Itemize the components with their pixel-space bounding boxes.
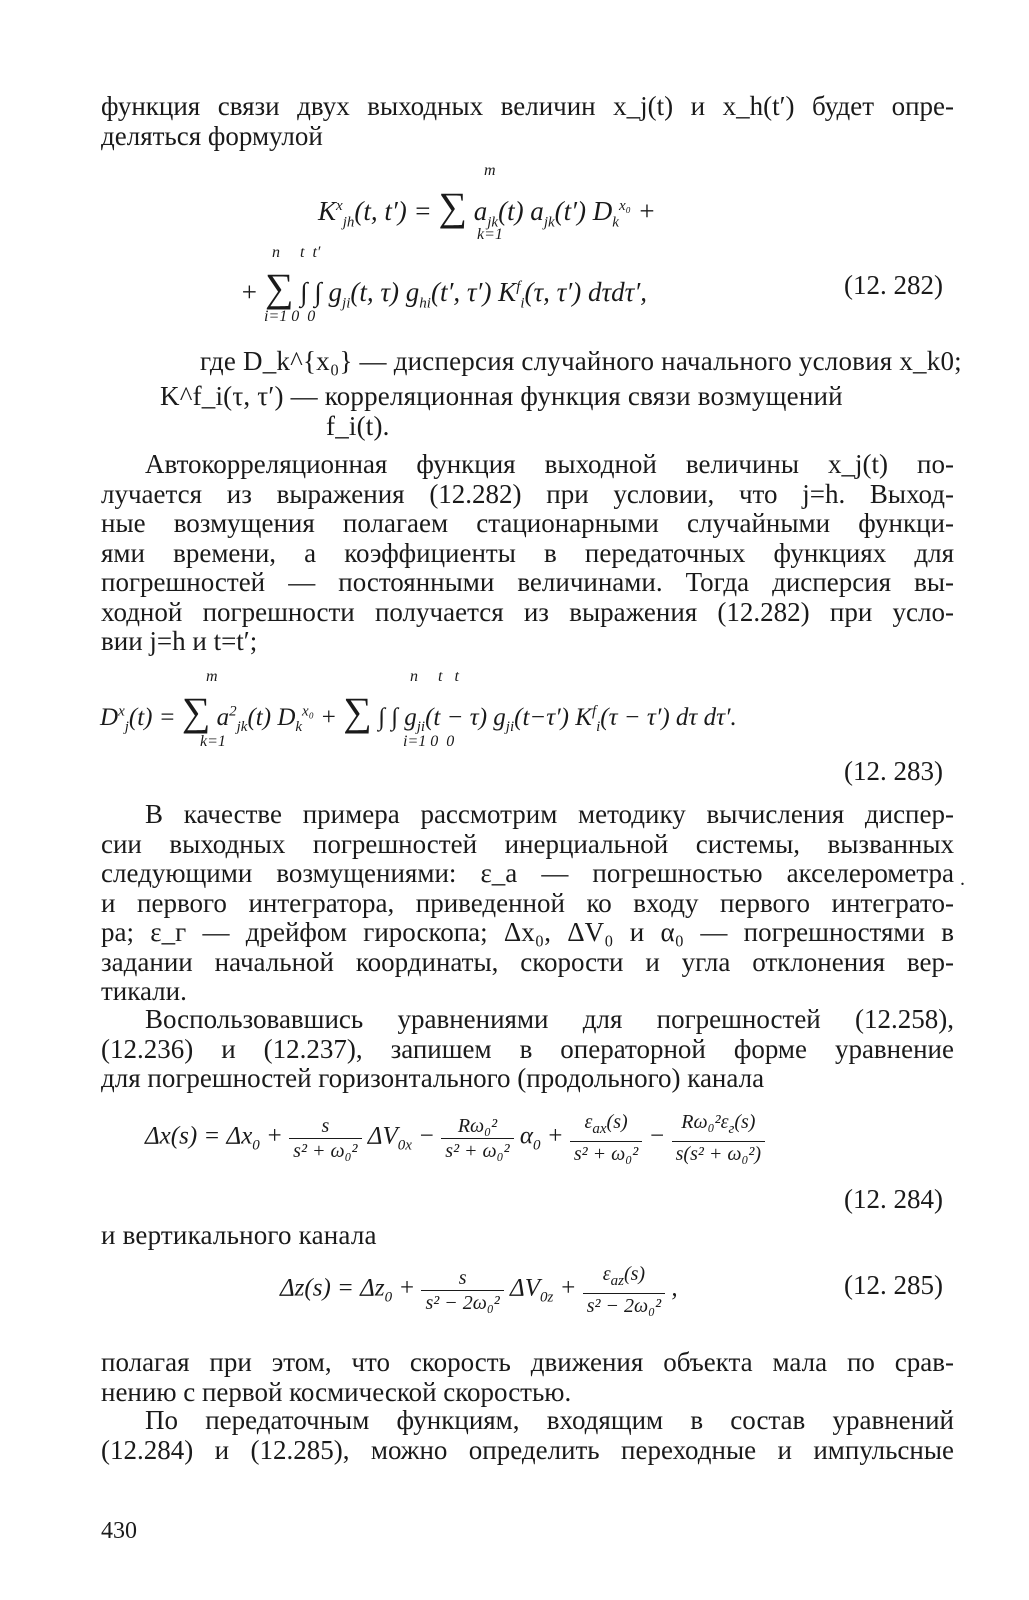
text-line: для погрешностей горизонтального (продольного) канала (101, 1063, 765, 1093)
sum-upper-limit: m (484, 162, 496, 179)
sum-lower-limit: k=1 (200, 733, 226, 750)
text-line: погрешностей — постоянными величинами. Тогда дисперсия вы- (101, 567, 954, 597)
paragraph-operator-form (101, 1005, 954, 1094)
equation-285: $\Delta z(s) = \Delta z_0$ + $\frac{s}{\text{s² − 2ω₀²}}$ $\Delta V_{0z}$ + $\frac{\varepsilon_{az}(s)}{\text{s² − 2ω₀²}}$ , (280, 1263, 678, 1317)
text-line: лучается из выражения (12.282) при условии, что j=h. Выход- (101, 478, 954, 509)
text-line: и первого интегратора, приведенной ко входу первого интеграто- (101, 887, 954, 918)
text-line: ями времени, а коэффициенты в передаточных функциях для (101, 537, 954, 568)
equation-number: (12. 283) (844, 756, 943, 786)
sum-upper-limit: m (206, 668, 218, 685)
paragraph-velocity (101, 1348, 954, 1407)
equation-284: $\Delta x(s) = \Delta x_0$ + $\frac{s}{\text{s² + ω₀²}}$ $\Delta V_{0x}$ − $\frac{\text{Rω₀²}}{\text{s² + ω₀²}}$ $\alpha_0$ + $\frac{\varepsilon_{ax}(s)}{\text{s² + ω₀²}}$ − $\frac{R\omega_0^2\varepsilon_г(s)}{\text{s(s² + ω₀²)}}$ (145, 1110, 765, 1166)
equation-282-line1: $K^x_{jh}(t$, t′) = ∑ $a_{jk}(t)$ $a_{jk}(t') D_k^{x_0}$ + (318, 184, 656, 231)
where-line3: f_i(t). (326, 411, 390, 441)
sum-lower-limit: i=1 0 0 (403, 733, 455, 750)
text-line: нению с первой космической скоростью. (101, 1376, 572, 1407)
sum-upper-limit: n t t (410, 668, 459, 685)
sum-upper-limit: n t t′ (272, 244, 321, 261)
text-line: ходной погрешности получается из выражения (12.282) при усло- (101, 596, 954, 627)
text-line: функция связи двух выходных величин x_j(t) и x_h(t′) будет опре- (101, 91, 954, 121)
text-line: В качестве примера рассмотрим методику вычисления диспер- (145, 799, 954, 829)
text-line: деляться формулой (101, 120, 323, 151)
text-line: ра; ε_г — дрейфом гироскопа; Δx₀, ΔV₀ и α₀ — погрешностями в (101, 917, 954, 947)
text-line: Воспользовавшись уравнениями для погрешностей (12.258), (145, 1004, 954, 1034)
text-line: вии j=h и t=t′; (101, 626, 258, 656)
text-line: ные возмущения полагаем стационарными случайными функци- (101, 508, 954, 538)
text-line: задании начальной координаты, скорости и угла отклонения вер- (101, 946, 954, 977)
paragraph-transfer-functions (101, 1406, 954, 1465)
text-line: (12.236) и (12.237), запишем в операторной форме уравнение (101, 1033, 954, 1064)
text-line: тикали. (101, 976, 187, 1006)
paragraph-example (101, 800, 954, 1007)
text-line: сии выходных погрешностей инерциальной системы, вызванных (101, 828, 954, 859)
equation-number: (12. 282) (844, 270, 943, 300)
vertical-channel-caption: и вертикального канала (101, 1220, 377, 1250)
equation-number: (12. 285) (844, 1270, 943, 1300)
equation-282-line2: + ∑ ∫ ∫ $g_{ji}(t$, τ) $g_{hi}(t'$, τ′) $K^f_i(\tau$, τ′) dτdτ′, (240, 265, 647, 312)
text-line: По передаточным функциям, входящим в состав уравнений (145, 1405, 954, 1435)
where-line2: K^f_i(τ, τ′) — корреляционная функция связи возмущений (160, 381, 843, 411)
sum-lower-limit: i=1 0 0 (264, 308, 316, 325)
text-line: Автокорреляционная функция выходной величины x_j(t) по- (145, 449, 954, 479)
sum-lower-limit: k=1 (477, 226, 503, 243)
paragraph-intro (101, 92, 954, 151)
equation-number: (12. 284) (844, 1184, 943, 1214)
text-line: следующими возмущениями: ε_a — погрешностью акселерометра (101, 858, 954, 888)
text-line: (12.284) и (12.285), можно определить переходные и импульсные (101, 1434, 954, 1465)
page-number: 430 (101, 1518, 137, 1544)
where-line1: где D_k^{x₀} — дисперсия случайного начального условия x_k0; (200, 346, 962, 376)
equation-283: $D^x_j(t)$ = ∑ $a^2_{jk}(t) D_k^{x_0}$ + ∑ ∫ ∫ $g_{ji}(t - \tau)$ $g_{ji}(t-\tau') K^f_i(\tau - \tau')$ dτ dτ′. (100, 689, 737, 735)
text-line: полагая при этом, что скорость движения объекта мала по срав- (101, 1347, 954, 1377)
paragraph-autocorrelation (101, 450, 954, 657)
margin-mark: . (960, 868, 965, 890)
